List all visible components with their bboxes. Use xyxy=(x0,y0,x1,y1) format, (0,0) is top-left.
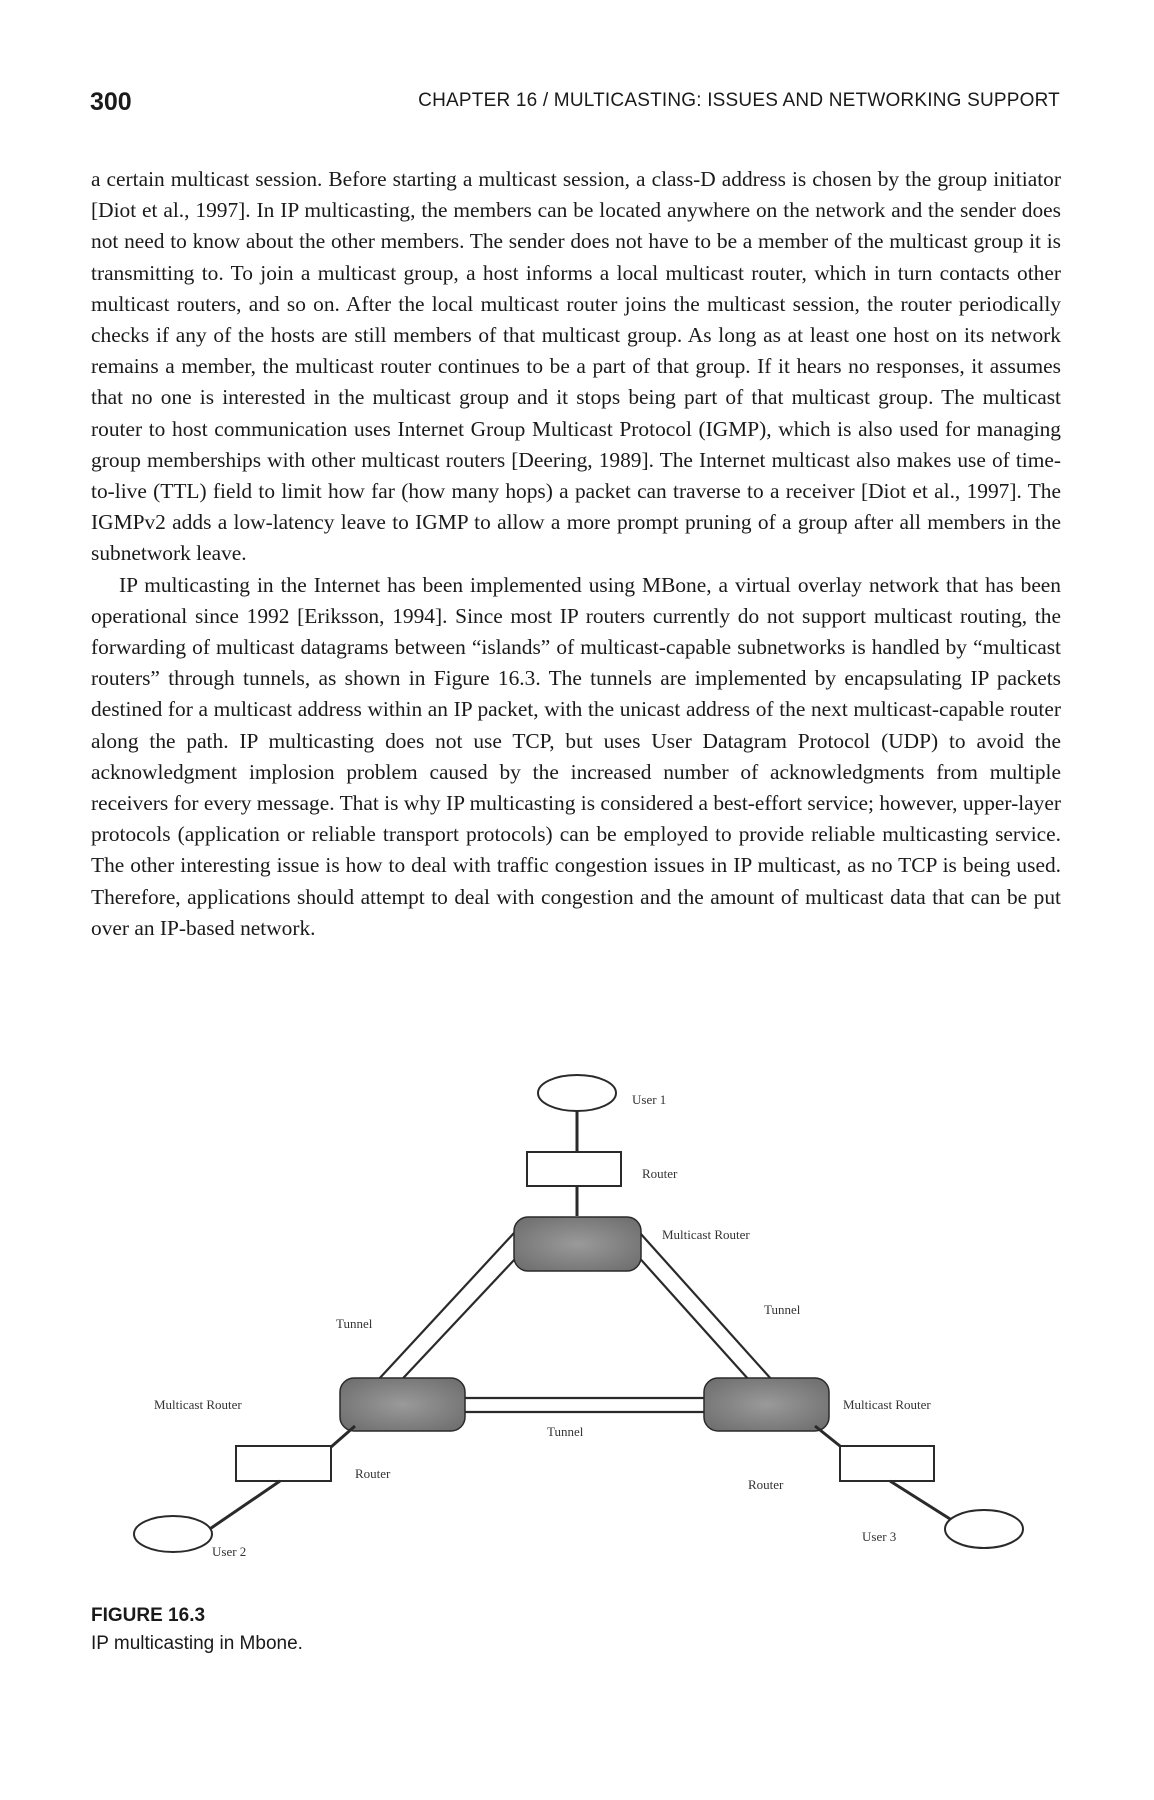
caption-text: IP multicasting in Mbone. xyxy=(91,1633,303,1654)
label-mrouter-top: Multicast Router xyxy=(662,1227,750,1242)
paragraph: IP multicasting in the Internet has been implemented using MBone, a virtual overlay network that has been operational since 1992 [Eriksson, 1994]. Since most IP routers currently do not support multicast routing, the forwarding of multicast datagrams between “islands” of multicast-capable subnetworks is handled by “multicast routers” through tunnels, as shown in Figure 16.3. The tunnels are implemented by encapsulating IP packets destined for a multicast address within an IP packet, with the unicast address of the next multicast-capable router along the path. IP multicasting does not use TCP, but uses User Datagram Protocol (UDP) to avoid the acknowledgment implosion problem caused by the increased number of acknowledgments from multiple receivers for every message. That is why IP multicasting is considered a best-effort service; however, upper-layer protocols (application or reliable transport protocols) can be employed to provide reliable multicasting service. The other interesting issue is how to deal with traffic congestion issues in IP multicast, as no TCP is being used. Therefore, applications should attempt to deal with congestion and the amount of multicast data that can be put over an IP-based network. xyxy=(91,572,1061,940)
mrouter-right-to-router-link xyxy=(815,1426,840,1446)
tunnel-bottom-lines xyxy=(465,1398,705,1412)
user2-host-icon xyxy=(134,1516,212,1552)
mrouter-left-to-router-link xyxy=(331,1426,355,1447)
label-tunnel-bottom: Tunnel xyxy=(547,1424,584,1439)
tunnel-left-lines xyxy=(378,1233,530,1390)
label-router-top: Router xyxy=(642,1166,678,1181)
mrouter-top-box xyxy=(514,1217,641,1271)
user3-host-icon xyxy=(945,1510,1023,1548)
running-head: CHAPTER 16 / MULTICASTING: ISSUES AND NETWORKING SUPPORT xyxy=(418,90,1060,111)
tunnel-right-lines xyxy=(626,1233,772,1390)
label-user2: User 2 xyxy=(212,1544,247,1559)
router-right-box xyxy=(840,1446,934,1481)
label-tunnel-right: Tunnel xyxy=(764,1302,801,1317)
label-user1: User 1 xyxy=(632,1092,667,1107)
label-mrouter-right: Multicast Router xyxy=(843,1397,931,1412)
paragraph: a certain multicast session. Before starting a multicast session, a class-D address is chosen by the group initiator [Diot et al., 1997]. In IP multicasting, the members can be located anywhere on the network and the sender does not need to know about the other members. The sender does not have to be a member of the multicast group it is transmitting to. To join a multicast group, a host informs a local multicast router, which in turn contacts other multicast routers, and so on. After the local multicast router joins the multicast session, the router periodically checks if any of the hosts are still members of that multicast group. As long as at least one host on its network remains a member, the multicast router continues to be a part of that group. If it hears no responses, it assumes that no one is interested in the multicast group and it stops being part of that multicast group. The multicast router to host communication uses Internet Group Multicast Protocol (IGMP), which is also used for managing group memberships with other multicast routers [Deering, 1989]. The Internet multicast also makes use of time-to-live (TTL) field to limit how far (how many hops) a packet can traverse to a receiver [Diot et al., 1997]. The IGMPv2 adds a low-latency leave to IGMP to allow a more prompt pruning of a group after all members in the subnetwork leave. xyxy=(91,167,1061,566)
router-top-box xyxy=(527,1152,621,1186)
mrouter-left-box xyxy=(340,1378,465,1431)
label-user3: User 3 xyxy=(862,1529,897,1544)
label-tunnel-left: Tunnel xyxy=(336,1316,373,1331)
label-router-left: Router xyxy=(355,1466,391,1481)
label-mrouter-left: Multicast Router xyxy=(154,1397,242,1412)
mrouter-right-box xyxy=(704,1378,829,1431)
router-right-to-user3-link xyxy=(890,1481,958,1524)
router-left-box xyxy=(236,1446,331,1481)
caption-title: FIGURE 16.3 xyxy=(91,1605,206,1626)
page-number: 300 xyxy=(90,88,132,116)
user1-host-icon xyxy=(538,1075,616,1111)
label-router-right: Router xyxy=(748,1477,784,1492)
figure-caption xyxy=(91,1602,303,1658)
